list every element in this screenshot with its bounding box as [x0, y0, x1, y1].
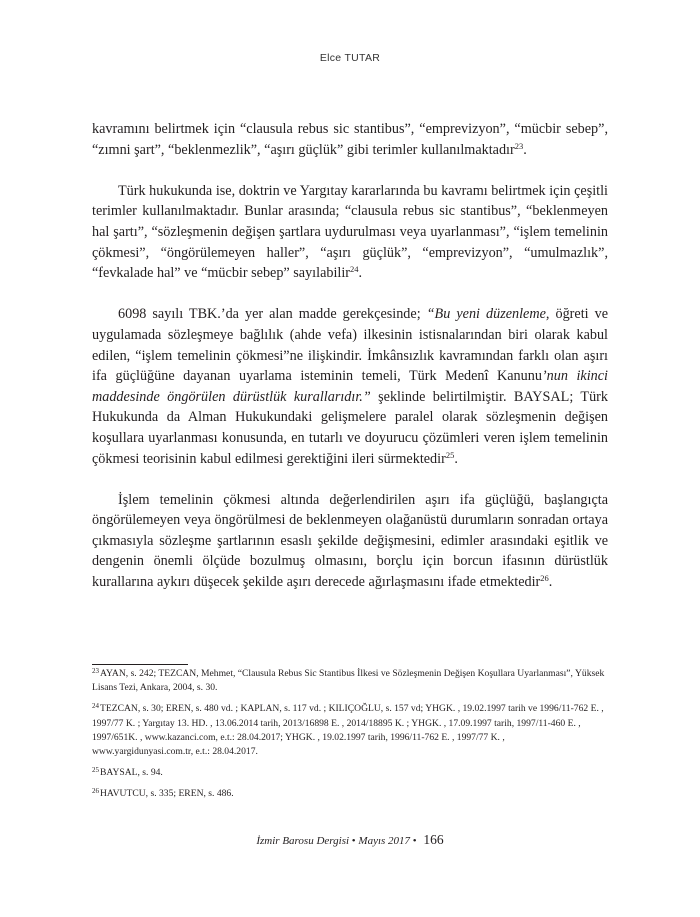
footnote-text: HAVUTCU, s. 335; EREN, s. 486.: [100, 788, 234, 800]
footnote-text: TEZCAN, s. 30; EREN, s. 480 vd. ; KAPLAN, s. 117 vd. ; KILIÇOĞLU, s. 157 vd; YHGK. , 19.02.1997 tarih ve 1996/11-762 E. , 1997/77 K. ; Yargıtay 13. HD. , 13.06.2014 tarih, 2013/16898 E. , 2014/18895 K. ; YHGK. , 17.09.1997 tarih, 1997/11-460 E. , 1997/651K. , www.kazanci.com, e.t.: 28.04.2017; YHGK. , 19.02.1997 tarih, 1996/11-762 E. , 1997/77 K. , www.yargidunyasi.com.tr, e.t.: 28.04.2017.: [92, 703, 604, 758]
paragraph-text: şeklinde belirtilmiştir. BAYSAL; Türk Hukukunda da Alman Hukukundaki gelişmelere paralel olarak sözleşmenin değişen koşullara uyarlanması konusunda, en tutarlı ve doyurucu çözümleri veren işlem temelinin çökmesi teorisinin kabul edilmesi gerektiğini ileri sürmektedir: [92, 388, 608, 467]
footnote-number: 24: [92, 702, 99, 711]
quoted-text: ’nun ikinci maddesinde öngörülen dürüstlük kurallarıdır.”: [92, 368, 608, 405]
separator-bullet: •: [351, 835, 356, 847]
quoted-text: “Bu yeni düzenleme,: [426, 306, 550, 323]
body-text: [92, 119, 608, 593]
running-header: Elce TUTAR: [319, 52, 381, 64]
footnote-ref-23: 23: [514, 140, 524, 151]
page-number: 166: [423, 832, 444, 847]
footnote-item: [92, 766, 608, 780]
page-footer: [0, 832, 700, 848]
footnote-text: AYAN, s. 242; TEZCAN, Mehmet, “Clausula Rebus Sic Stantibus İlkesi ve Sözleşmenin Değişen Koşullara Uyarlanması”, Yüksek Lisans Tezi, Ankara, 2004, s. 30.: [92, 668, 605, 694]
paragraph-text: .: [523, 141, 527, 158]
paragraph-text: 6098 sayılı TBK.’da yer alan madde gerekçesinde;: [118, 306, 427, 323]
footnotes: [92, 667, 608, 809]
paragraph-3: [92, 304, 608, 469]
paragraph-1: [92, 119, 608, 160]
footnote-number: 26: [92, 787, 99, 796]
separator-bullet: •: [412, 835, 417, 847]
footnote-item: [92, 787, 608, 801]
paragraph-text: İşlem temelinin çökmesi altında değerlendirilen aşırı ifa güçlüğü, başlangıçta öngörülemeyen veya öngörülmesi de beklenmeyen olağanüstü durumların sonradan ortaya çıkmasıyla sözleşme şartlarının esaslı şekilde değişmesini, edimler arasındaki eşitlik ve dengenin önemli ölçüde bozulmuş olmasını, borçlu için borcun ifasının dürüstlük kurallarına aykırı düşecek şekilde aşırı derecede ağırlaşmasını ifade etmektedir: [92, 491, 608, 591]
issue-date: Mayıs 2017: [358, 835, 411, 847]
paragraph-text: .: [358, 265, 363, 282]
footnote-divider: [92, 664, 188, 665]
footnote-ref-24: 24: [350, 264, 359, 275]
footnote-item: [92, 702, 608, 759]
footnote-ref-26: 26: [540, 573, 549, 584]
paragraph-text: .: [548, 574, 553, 591]
footnote-ref-25: 25: [445, 449, 455, 460]
footnote-item: [92, 667, 608, 695]
footnote-text: BAYSAL, s. 94.: [100, 767, 163, 779]
paragraph-4: [92, 490, 608, 593]
footnote-number: 25: [92, 766, 99, 775]
paragraph-text: .: [454, 450, 458, 467]
footnote-number: 23: [92, 667, 99, 675]
publication-name: İzmir Barosu Dergisi: [256, 835, 350, 847]
paragraph-2: [92, 181, 608, 284]
paragraph-text: öğreti ve uygulamada sözleşmeye bağlılık (ahde vefa) ilkesinin istisnalarından biri olarak kabul edilen, “işlem temelinin çökmesi”ne ilişkindir. İmkânsızlık kavramından farklı olan aşırı ifa güçlüğüne dayanan uyarlama isteminin temeli, Türk Medenî Kanunu: [92, 306, 608, 385]
paragraph-text: kavramını belirtmek için “clausula rebus sic stantibus”, “emprevizyon”, “mücbir sebep”, “zımni şart”, “beklenmezlik”, “aşırı güçlük” gibi terimler kullanılmaktadır: [92, 121, 608, 158]
paragraph-text: Türk hukukunda ise, doktrin ve Yargıtay kararlarında bu kavramı belirtmek için çeşitli terimler kullanılmaktadır. Bunlar arasında; “clausula rebus sic stantibus”, “beklenmeyen hal şartı”, “sözleşmenin değişen şartlara uydurulması veya uyarlanması”, “işlem temelinin çökmesi”, “öngörülemeyen haller”, “aşırı güçlük”, “emprevizyon”, “umulmazlık”, “fevkalade hal” ve “mücbir sebep” sayılabilir: [92, 182, 608, 282]
